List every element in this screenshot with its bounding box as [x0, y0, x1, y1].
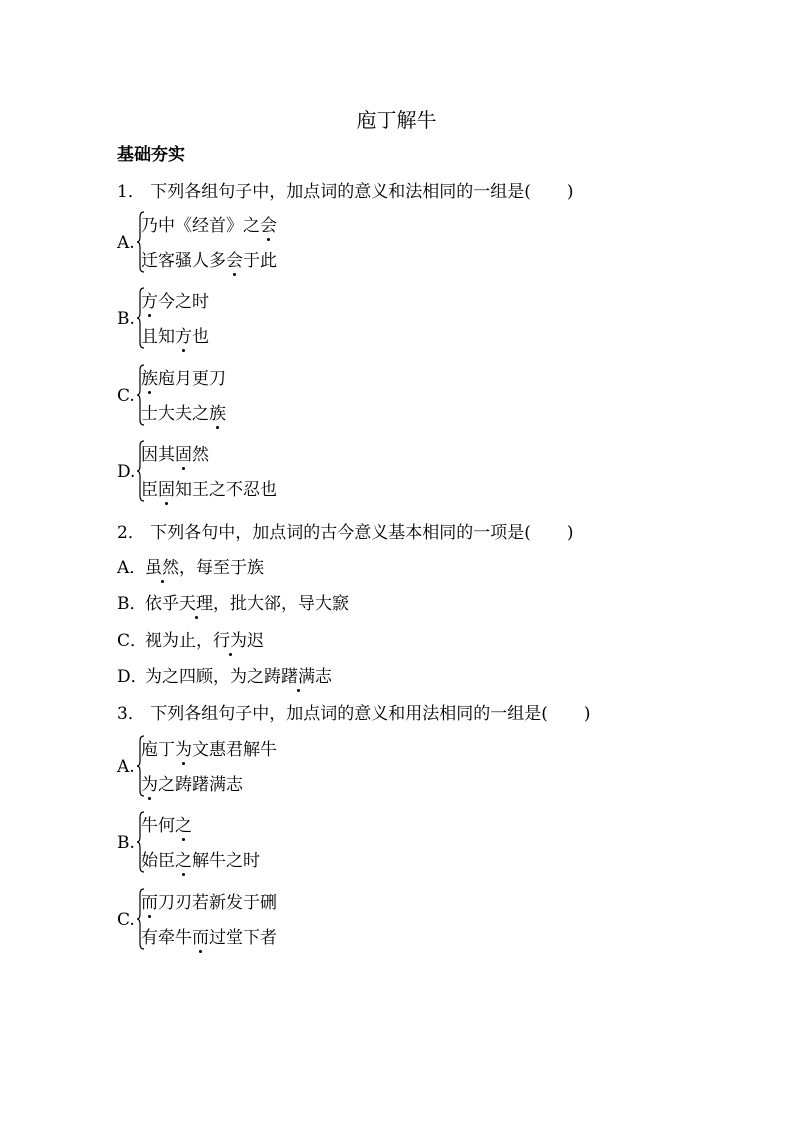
question-number: 1．	[117, 182, 145, 202]
option-sentence-2: 迁客骚人多会于此	[141, 246, 277, 271]
dotted-word: 固	[158, 475, 175, 500]
dotted-word: 方	[175, 322, 192, 347]
option-label: A.	[117, 233, 135, 253]
answer-bracket-close: )	[566, 182, 574, 202]
option-sentence-1: 乃中《经首》之会	[141, 211, 277, 236]
dotted-word: 天理	[179, 589, 213, 614]
dotted-word: 行为	[213, 626, 247, 651]
question-stem: 下列各句中，加点词的古今意义基本相同的一项是(	[150, 523, 531, 543]
dotted-word: 方	[141, 287, 158, 312]
dotted-word: 踌躇满志	[264, 662, 332, 687]
option-label: B.	[117, 309, 135, 329]
dotted-word: 为	[141, 770, 158, 795]
dotted-word: 虽然	[145, 553, 179, 578]
q2-option-b: B．依乎天理，批大郤，导大窾	[117, 589, 349, 614]
option-sentence-1: 方今之时	[141, 287, 209, 312]
document-title: 庖丁解牛	[356, 108, 437, 132]
q1-option-a	[117, 211, 417, 277]
option-label: A．	[117, 558, 147, 578]
q2-option-c: C．视为止，行为迟	[117, 626, 264, 651]
option-label: D.	[117, 462, 136, 482]
option-label: C.	[117, 386, 135, 406]
option-sentence-2: 为之踌躇满志	[141, 770, 243, 795]
q1-option-b	[117, 287, 417, 353]
dotted-word: 会	[260, 211, 277, 236]
q3-option-a	[117, 735, 417, 801]
answer-bracket-close: )	[566, 523, 574, 543]
dotted-word: 之	[175, 811, 192, 836]
q3-option-b	[117, 811, 417, 877]
option-label: C．	[117, 631, 148, 651]
option-sentence-1: 庖丁为文惠君解牛	[141, 735, 277, 760]
dotted-word: 而	[141, 888, 158, 913]
question-stem: 下列各组句子中，加点词的意义和用法相同的一组是(	[150, 704, 548, 724]
answer-bracket-close: )	[583, 704, 591, 724]
question-1	[117, 177, 574, 202]
option-sentence-1: 因其固然	[141, 440, 209, 465]
q3-option-c	[117, 888, 417, 954]
option-sentence-2: 且知方也	[141, 322, 209, 347]
option-label: C.	[117, 910, 135, 930]
section-heading: 基础夯实	[117, 145, 185, 165]
option-sentence-1: 牛何之	[141, 811, 192, 836]
option-label: A.	[117, 757, 135, 777]
dotted-word: 会	[226, 246, 243, 271]
question-2	[117, 518, 574, 543]
dotted-word: 族	[209, 399, 226, 424]
dotted-word: 之	[175, 846, 192, 871]
question-number: 2．	[117, 523, 145, 543]
option-sentence-2: 始臣之解牛之时	[141, 846, 260, 871]
option-sentence-2: 臣固知王之不忍也	[141, 475, 277, 500]
option-sentence-2: 有牵牛而过堂下者	[141, 923, 277, 948]
q2-option-d: D．为之四顾，为之踌躇满志	[117, 662, 332, 687]
option-label: D．	[117, 667, 148, 687]
option-label: B．	[117, 594, 147, 614]
option-sentence-1: 族庖月更刀	[141, 364, 226, 389]
option-sentence-2: 士大夫之族	[141, 399, 226, 424]
option-label: B.	[117, 833, 135, 853]
dotted-word: 而	[192, 923, 209, 948]
q1-option-d	[117, 440, 417, 506]
dotted-word: 族	[141, 364, 158, 389]
question-number: 3．	[117, 704, 145, 724]
question-3	[117, 699, 591, 724]
q1-option-c	[117, 364, 417, 430]
question-stem: 下列各组句子中，加点词的意义和法相同的一组是(	[150, 182, 531, 202]
dotted-word: 固	[175, 440, 192, 465]
option-sentence-1: 而刀刃若新发于硎	[141, 888, 277, 913]
q2-option-a: A．虽然，每至于族	[117, 553, 264, 578]
dotted-word: 为	[175, 735, 192, 760]
